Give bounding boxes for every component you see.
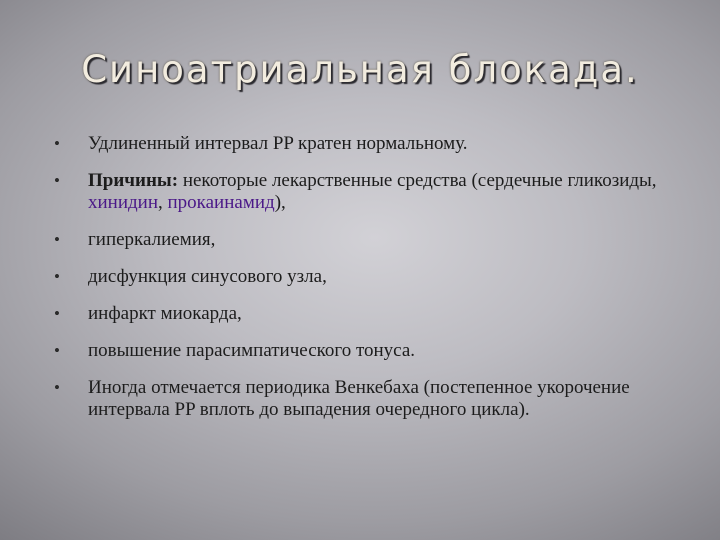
- bullet-text: Иногда отмечается периодика Венкебаха (постепенное укорочение интервала PP вплоть до выпадения очередного цикла).: [88, 377, 630, 420]
- bullet-icon: •: [54, 267, 60, 286]
- bullet-item-myocardial-infarction: [54, 303, 674, 325]
- bullet-item-parasympathetic-tone: [54, 340, 674, 362]
- quinidine-link[interactable]: хинидин: [88, 192, 159, 213]
- bullet-text: Удлиненный интервал PP кратен нормальному.: [88, 133, 468, 154]
- bullet-icon: •: [54, 230, 60, 249]
- bullet-text: инфаркт миокарда,: [88, 303, 242, 324]
- bullet-icon: •: [54, 341, 60, 360]
- bullet-icon: •: [54, 304, 60, 323]
- bullet-text: дисфункция синусового узла,: [88, 266, 327, 287]
- bullet-list: [54, 133, 674, 436]
- drug-separator: ,: [158, 192, 168, 213]
- bullet-text: гиперкалиемия,: [88, 229, 216, 250]
- causes-text-end: ),: [274, 192, 286, 213]
- bullet-icon: •: [54, 134, 60, 153]
- bullet-item-sinus-node-dysfunction: [54, 266, 674, 288]
- procainamide-link[interactable]: прокаинамид: [167, 192, 275, 213]
- bullet-item-wenckebach: [54, 377, 674, 421]
- bullet-item-long-pp-interval: [54, 133, 674, 155]
- bullet-item-causes: [54, 170, 674, 214]
- bullet-icon: •: [54, 171, 60, 190]
- slide-title: Синоатриальная блокада.: [81, 48, 639, 91]
- bullet-icon: •: [54, 378, 60, 397]
- bullet-text: повышение парасимпатического тонуса.: [88, 340, 416, 361]
- bullet-item-hyperkalemia: [54, 229, 674, 251]
- causes-label: Причины:: [88, 170, 179, 191]
- causes-text: некоторые лекарственные средства (сердечные гликозиды,: [178, 170, 657, 191]
